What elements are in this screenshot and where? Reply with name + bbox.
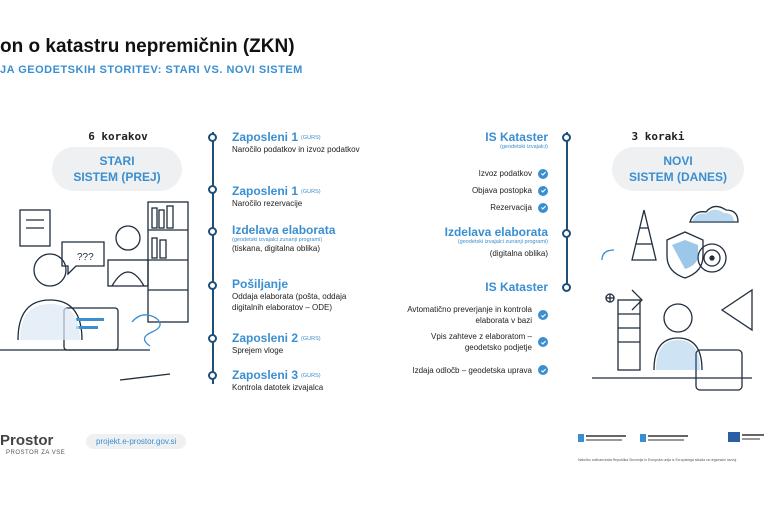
new-digital-illustration (592, 200, 768, 400)
new-timeline (566, 132, 568, 288)
list-item: Vpis zahteve z elaboratom – geodetsko podjetje (380, 328, 548, 356)
old-step-5-title: Zaposleni 2 (232, 331, 299, 345)
old-system-label-2: SISTEM (PREJ) (73, 170, 161, 184)
old-step-1 (232, 130, 360, 155)
old-office-illustration (0, 190, 200, 390)
old-step-2 (232, 184, 360, 209)
page-title: on o katastru nepremičnin (ZKN) (0, 36, 295, 57)
new-step-3 (400, 280, 548, 294)
list-item: Izdaja odločb – geodetska uprava (380, 356, 548, 384)
check-icon (538, 310, 548, 320)
old-step-6-tag: (GURS) (301, 372, 321, 379)
old-system-pill (52, 147, 182, 191)
old-step-4 (232, 277, 372, 313)
old-dot-3 (208, 227, 217, 236)
new-step-1-title: IS Kataster (485, 130, 548, 144)
new-dot-1 (562, 133, 571, 142)
new-dot-2 (562, 229, 571, 238)
new-step-2-title: Izdelava elaborata (444, 225, 548, 239)
old-step-6 (232, 368, 360, 393)
old-step-6-text: Kontrola datotek izvajalca (232, 383, 324, 392)
new-system-label-2: SISTEM (DANES) (628, 170, 727, 184)
new-step-1 (400, 130, 548, 150)
old-step-2-title: Zaposleni 1 (232, 184, 299, 198)
old-dot-2 (208, 185, 217, 194)
list-item: Rezervacija (400, 199, 548, 216)
new-dot-3 (562, 283, 571, 292)
old-step-count: 6 korakov (88, 130, 148, 143)
old-dot-5 (208, 334, 217, 343)
new-system-label-1: NOVI (663, 154, 693, 168)
project-url-link[interactable]: projekt.e-prostor.gov.si (86, 434, 186, 449)
old-timeline (212, 132, 214, 384)
prostor-logo-sub: PROSTOR ZA VSE (6, 450, 66, 456)
old-dot-4 (208, 281, 217, 290)
old-step-3-text: (tiskana, digitalna oblika) (232, 244, 321, 253)
old-step-5-tag: (GURS) (301, 335, 321, 342)
new-step-2 (400, 225, 548, 259)
old-step-4-text: Oddaja elaborata (pošta, oddaja digitalnih elaboratov – ODE) (232, 292, 347, 312)
old-step-1-text: Naročilo podatkov in izvoz podatkov (232, 145, 360, 154)
old-dot-1 (208, 133, 217, 142)
new-step-2-text: (digitalna oblika) (489, 249, 548, 258)
new-step-2-note: (geodetski izvajalci zunanji programi) (457, 239, 548, 245)
new-system-pill (612, 147, 744, 191)
old-dot-6 (208, 371, 217, 380)
check-icon (538, 337, 548, 347)
slovenia-coat-of-arms-icon (640, 434, 646, 442)
check-icon (538, 203, 548, 213)
funding-notice: Naložbo sofinancirata Republika Slovenija in Evropska unija iz Evropskega sklada za regionalni razvoj. (578, 458, 738, 462)
new-step-1-items (400, 165, 548, 216)
old-step-4-title: Pošiljanje (232, 277, 289, 291)
list-item: Izvoz podatkov (400, 165, 548, 182)
new-step-3-items (380, 302, 548, 384)
old-step-6-title: Zaposleni 3 (232, 368, 299, 382)
old-step-1-tag: (GURS) (301, 134, 321, 141)
old-step-3 (232, 223, 372, 254)
list-item: Objava postopka (400, 182, 548, 199)
old-step-3-note: (geodetski izvajalci zunanji programi) (232, 237, 323, 243)
check-icon (538, 186, 548, 196)
old-step-2-text: Naročilo rezervacije (232, 199, 303, 208)
prostor-logo: Prostor (0, 432, 54, 449)
check-icon (538, 169, 548, 179)
old-step-5-text: Sprejem vloge (232, 346, 284, 355)
partner-logos (578, 428, 768, 448)
new-step-1-note: (geodetski izvajalci) (500, 144, 548, 150)
new-step-count: 3 koraki (631, 130, 685, 143)
list-item: Avtomatično preverjanje in kontrola elaborata v bazi (380, 302, 548, 328)
old-step-2-tag: (GURS) (301, 188, 321, 195)
new-step-3-title: IS Kataster (485, 280, 548, 294)
slovenia-coat-of-arms-icon (578, 434, 584, 442)
eu-flag-icon (728, 432, 740, 442)
page-subtitle: JA GEODETSKIH STORITEV: STARI VS. NOVI SISTEM (0, 64, 303, 76)
old-step-3-title: Izdelava elaborata (232, 223, 336, 237)
old-step-5 (232, 331, 360, 356)
old-system-label-1: STARI (99, 154, 135, 168)
old-step-1-title: Zaposleni 1 (232, 130, 299, 144)
speech-bubble-text: ??? (77, 252, 94, 263)
check-icon (538, 365, 548, 375)
